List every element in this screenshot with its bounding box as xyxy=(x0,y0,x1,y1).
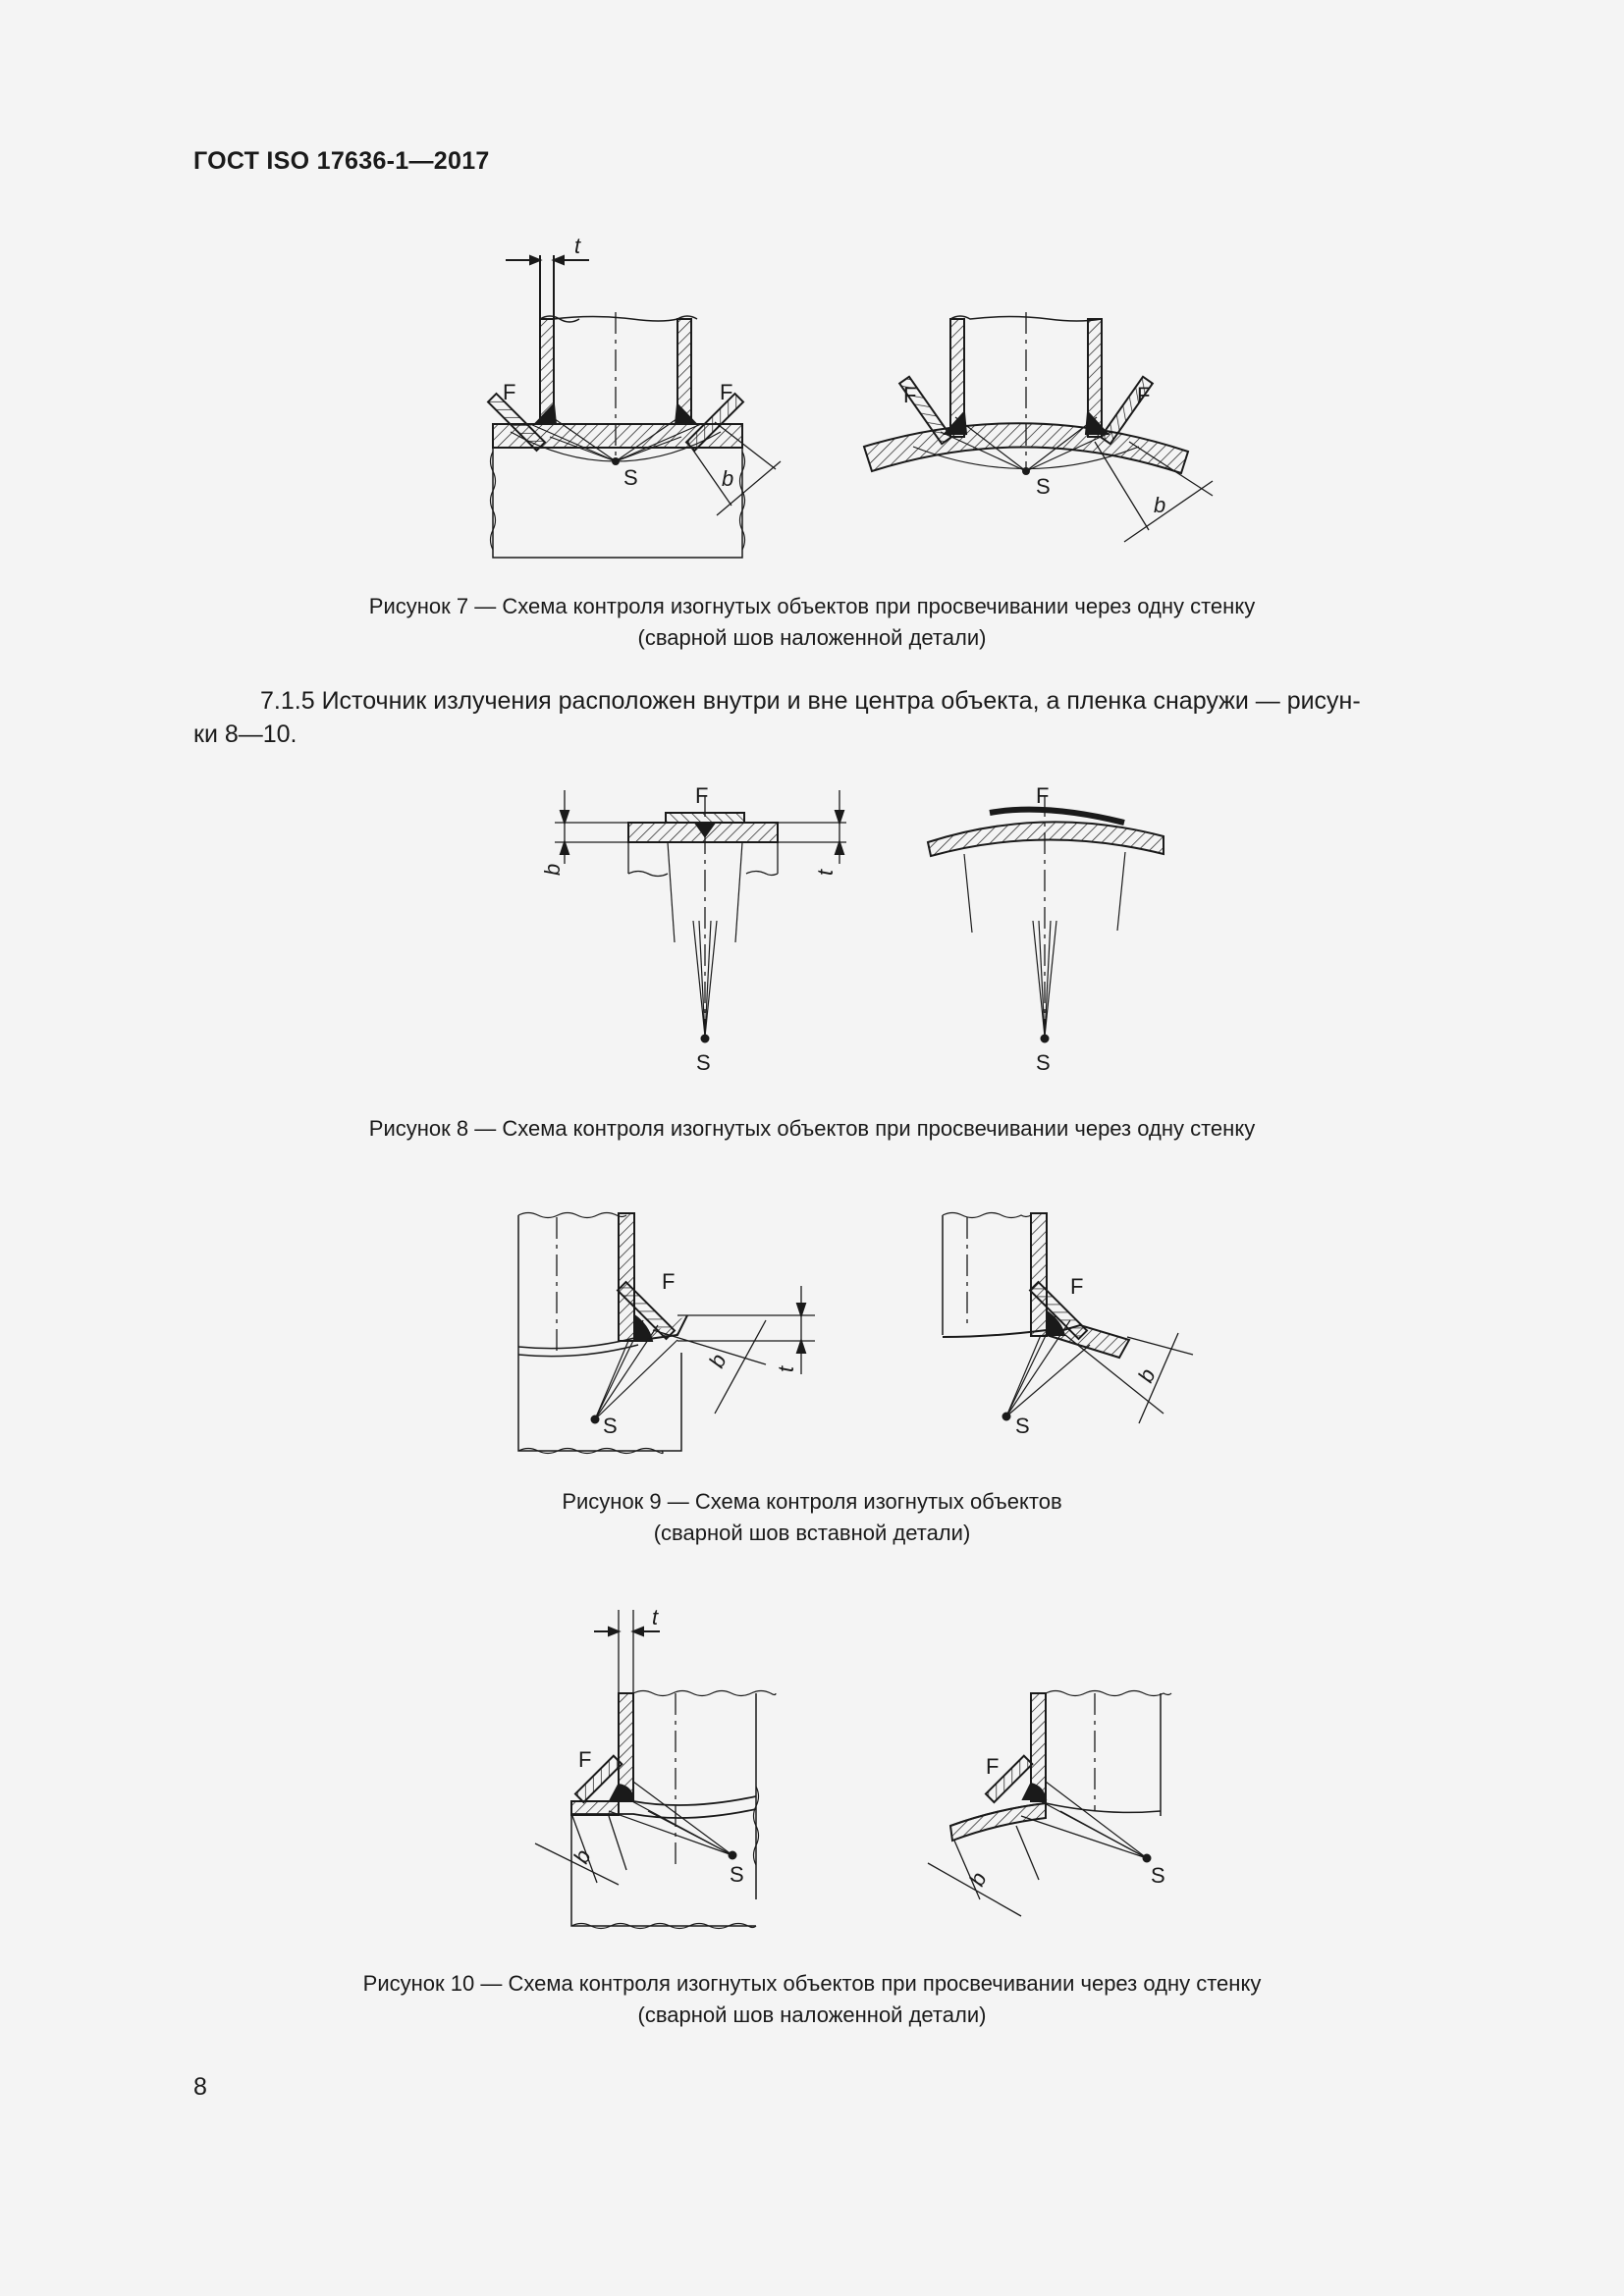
fig10-thickness-label: t xyxy=(652,1605,659,1629)
paragraph-text: Источник излучения расположен внутри и вне центра объекта, а пленка снаружи — рисун- xyxy=(321,687,1361,715)
fig9-left-film-label: F xyxy=(662,1269,676,1294)
figure9-caption-line1: Рисунок 9 — Схема контроля изогнутых объектов xyxy=(562,1489,1062,1514)
fig10-left-film-label: F xyxy=(578,1747,592,1772)
fig7-left-source-label: S xyxy=(623,465,638,490)
fig8-thickness-label: t xyxy=(813,869,838,876)
fig8-left-diagram xyxy=(555,790,846,1042)
figure10-caption-line1: Рисунок 10 — Схема контроля изогнутых объектов при просвечивании через одну стенку xyxy=(362,1971,1262,1996)
fig7-right-film-label-1: F xyxy=(903,383,917,407)
fig9-distance-label: b xyxy=(703,1350,731,1372)
document-header: ГОСТ ISO 17636-1—2017 xyxy=(193,147,490,175)
fig7-left-distance-label: b xyxy=(722,466,734,491)
fig9-right-diagram xyxy=(943,1213,1193,1424)
page-number: 8 xyxy=(193,2073,207,2101)
fig8-left-film-label: F xyxy=(695,783,709,808)
fig10-right-diagram xyxy=(928,1691,1171,1917)
fig9-right-source-label: S xyxy=(1015,1414,1030,1438)
fig9-right-film-label: F xyxy=(1070,1274,1084,1299)
figure9-caption xyxy=(0,1486,1624,1549)
fig10-left-source-label: S xyxy=(730,1862,744,1887)
fig7-left-diagram xyxy=(488,255,781,558)
fig8-right-film-label: F xyxy=(1036,783,1050,808)
fig9-left-diagram xyxy=(518,1213,815,1454)
fig7-left-film-label-1: F xyxy=(503,380,516,404)
figure10-caption xyxy=(0,1968,1624,2031)
paragraph-7-1-5 xyxy=(193,684,1509,751)
figure8-caption-line1: Рисунок 8 — Схема контроля изогнутых объектов при просвечивании через одну стенку xyxy=(368,1116,1256,1141)
fig9-left-source-label: S xyxy=(603,1414,618,1438)
fig10-right-distance-label: b xyxy=(963,1868,992,1891)
fig7-thickness-label: t xyxy=(574,234,581,258)
figure9-caption-line2: (сварной шов вставной детали) xyxy=(653,1521,971,1545)
figure7-caption-line2: (сварной шов наложенной детали) xyxy=(637,625,987,650)
fig7-left-film-label-2: F xyxy=(720,380,733,404)
fig9-thickness-label: t xyxy=(774,1365,798,1372)
fig10-right-source-label: S xyxy=(1151,1863,1165,1888)
fig9-right-distance-label: b xyxy=(1132,1364,1161,1387)
fig7-right-film-label-2: F xyxy=(1137,383,1151,407)
fig8-distance-label: b xyxy=(540,863,565,876)
fig8-right-diagram xyxy=(928,795,1164,1042)
figure8-caption xyxy=(0,1113,1624,1145)
fig7-right-source-label: S xyxy=(1036,474,1051,499)
figure7-caption xyxy=(0,591,1624,654)
fig10-left-distance-label: b xyxy=(568,1845,596,1868)
fig8-right-source-label: S xyxy=(1036,1050,1051,1075)
fig7-right-distance-label: b xyxy=(1154,493,1166,517)
fig8-left-source-label: S xyxy=(696,1050,711,1075)
paragraph-number: 7.1.5 xyxy=(260,687,315,715)
figure7-caption-line1: Рисунок 7 — Схема контроля изогнутых объектов при просвечивании через одну стенку xyxy=(368,594,1256,618)
fig10-right-film-label: F xyxy=(986,1754,1000,1779)
paragraph-text-cont: ки 8—10. xyxy=(193,721,298,748)
figure10-caption-line2: (сварной шов наложенной детали) xyxy=(637,2002,987,2027)
